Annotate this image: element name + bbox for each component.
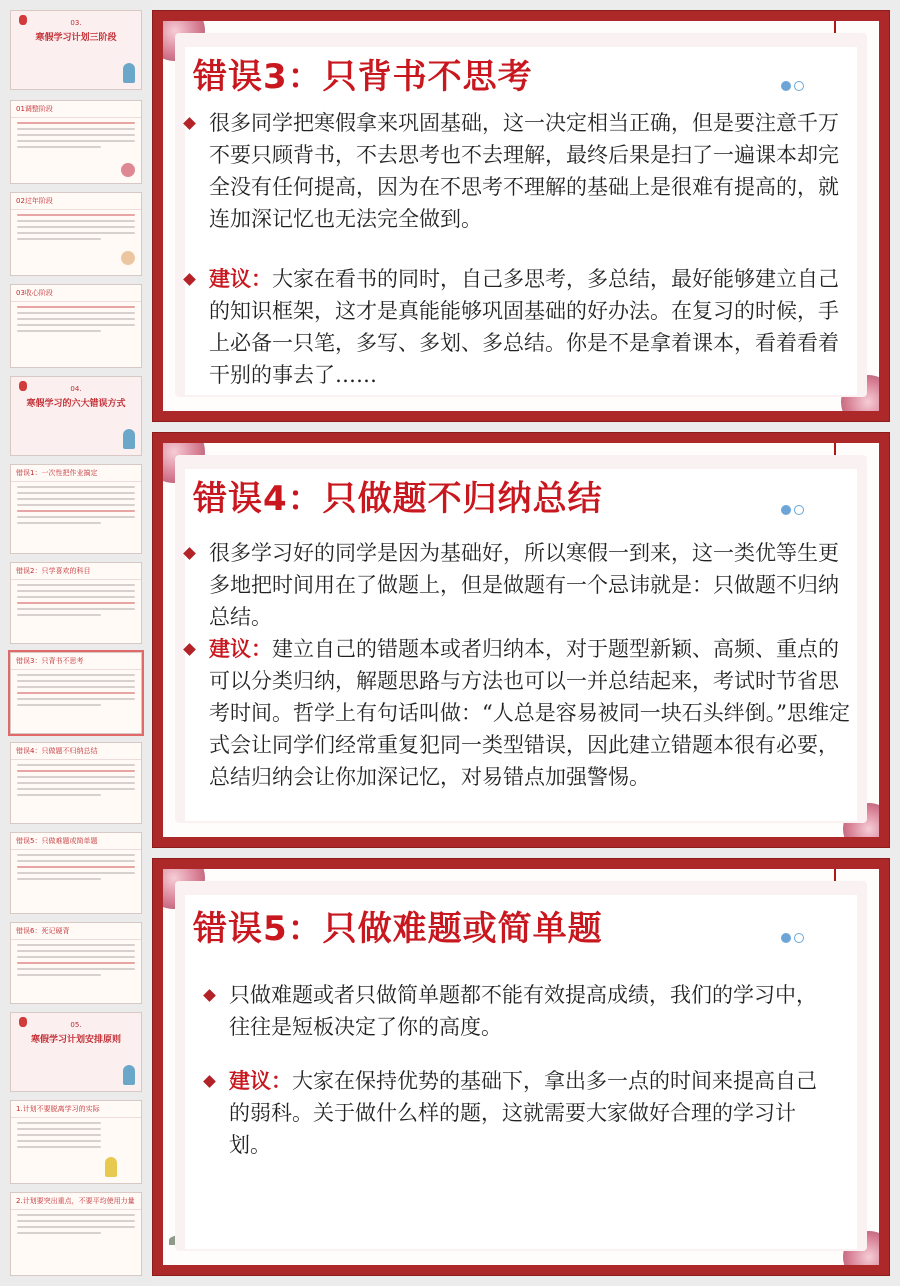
slide-thumbnail-1[interactable] [10,10,142,90]
slide-thumbnail-8[interactable] [10,652,142,734]
thumb-title: 错误3：只背书不思考 [11,653,141,670]
advice-text: 大家在保持优势的基础下，拿出多一点的时间来提高自己的弱科。关于做什么样的题，这就需要大家做好合理的学习计划。 [229,1069,817,1157]
advice-paragraph [195,633,855,793]
thumb-title: 错误5：只做难题或简单题 [11,833,141,850]
thumb-title: 03收心阶段 [11,285,141,302]
thumb-title: 错误2：只学喜欢的科目 [11,563,141,580]
slide-heading: 错误4：只做题不归纳总结 [193,479,603,519]
slide-thumbnail-5[interactable] [10,376,142,456]
lantern-icon [19,381,27,391]
student-figure-icon [123,1065,135,1085]
lantern-icon [19,1017,27,1027]
pagination-dots [781,505,811,515]
thumb-title: 错误1：一次性把作业搞定 [11,465,141,482]
thumb-number: 03. [70,19,82,27]
slide-heading: 错误5：只做难题或简单题 [193,909,603,949]
thumb-title: 错误6：死记硬背 [11,923,141,940]
flower-icon [121,251,135,265]
thumb-title: 1.计划不要脱离学习的实际 [11,1101,141,1118]
slide-thumbnail-3[interactable] [10,192,142,276]
slide-heading: 错误3：只背书不思考 [193,57,533,97]
thumb-title: 错误4：只做题不归纳总结 [11,743,141,760]
slide-thumbnail-9[interactable] [10,742,142,824]
thumb-number: 04. [70,385,82,393]
advice-text: 建立自己的错题本或者归纳本，对于题型新颖、高频、重点的可以分类归纳，解题思路与方法也可以一并总结起来，考试时节省思考时间。哲学上有句话叫做：“人总是容易被同一块石头绊倒。”思维定式会让同学们经常重复犯同一类型错误，因此建立错题本很有必要，总结归纳会让你加深记忆，对易错点加强警惕。 [209,637,850,789]
slide-thumbnail-14[interactable] [10,1192,142,1276]
slide-thumbnail-2[interactable] [10,100,142,184]
pagination-dots [781,933,811,943]
advice-text: 大家在看书的同时，自己多思考，多总结，最好能够建立自己的知识框架，这才是真能能够巩固基础的好办法。在复习的时候，手上必备一只笔，多写、多划、多总结。你是不是拿着课本，看着看着干别的事去了…… [209,267,839,387]
slide-canvas [163,21,879,411]
slide-thumbnail-4[interactable] [10,284,142,368]
advice-paragraph [195,263,855,391]
flower-icon [121,163,135,177]
thumb-title: 02过年阶段 [11,193,141,210]
thumb-title: 寒假学习计划三阶段 [35,33,117,43]
thumb-title: 寒假学习的六大错误方式 [26,399,126,409]
slide-thumbnail-7[interactable] [10,562,142,644]
pagination-dots [781,81,811,91]
thumb-title: 2.计划要突出重点，不要平均使用力量 [11,1193,141,1210]
body-paragraph: 很多同学把寒假拿来巩固基础，这一决定相当正确，但是要注意千万不要只顾背书，不去思考也不去理解，最终后果是扫了一遍课本却完全没有任何提高，因为在不思考不理解的基础上是很难有提高的，就连加深记忆也无法完全做到。 [195,107,855,235]
slide-thumbnail-10[interactable] [10,832,142,914]
slide-canvas [163,869,879,1265]
body-paragraph: 很多学习好的同学是因为基础好，所以寒假一到来，这一类优等生更多地把时间用在了做题上，但是做题有一个忌讳就是：只做题不归纳总结。 [195,537,855,633]
lantern-icon [19,15,27,25]
advice-label: 建议： [209,266,272,291]
slide-error-5[interactable] [152,858,890,1276]
slide-thumbnail-6[interactable] [10,464,142,554]
advice-paragraph [215,1065,819,1161]
student-figure-icon [123,63,135,83]
slide-error-4[interactable] [152,432,890,848]
student-figure-icon [123,429,135,449]
slide-thumbnail-13[interactable] [10,1100,142,1184]
thumb-number: 05. [70,1021,82,1029]
body-paragraph: 只做难题或者只做简单题都不能有效提高成绩，我们的学习中，往往是短板决定了你的高度。 [215,979,819,1043]
slide-thumbnail-panel [0,0,152,1286]
slide-thumbnail-12[interactable] [10,1012,142,1092]
advice-label: 建议： [229,1068,292,1093]
slide-error-3[interactable] [152,10,890,422]
slide-thumbnail-11[interactable] [10,922,142,1004]
thumb-title: 01调整阶段 [11,101,141,118]
badminton-player-icon [105,1157,117,1177]
thumb-title: 寒假学习计划安排原则 [30,1035,121,1045]
advice-label: 建议： [209,636,272,661]
slide-canvas [163,443,879,837]
